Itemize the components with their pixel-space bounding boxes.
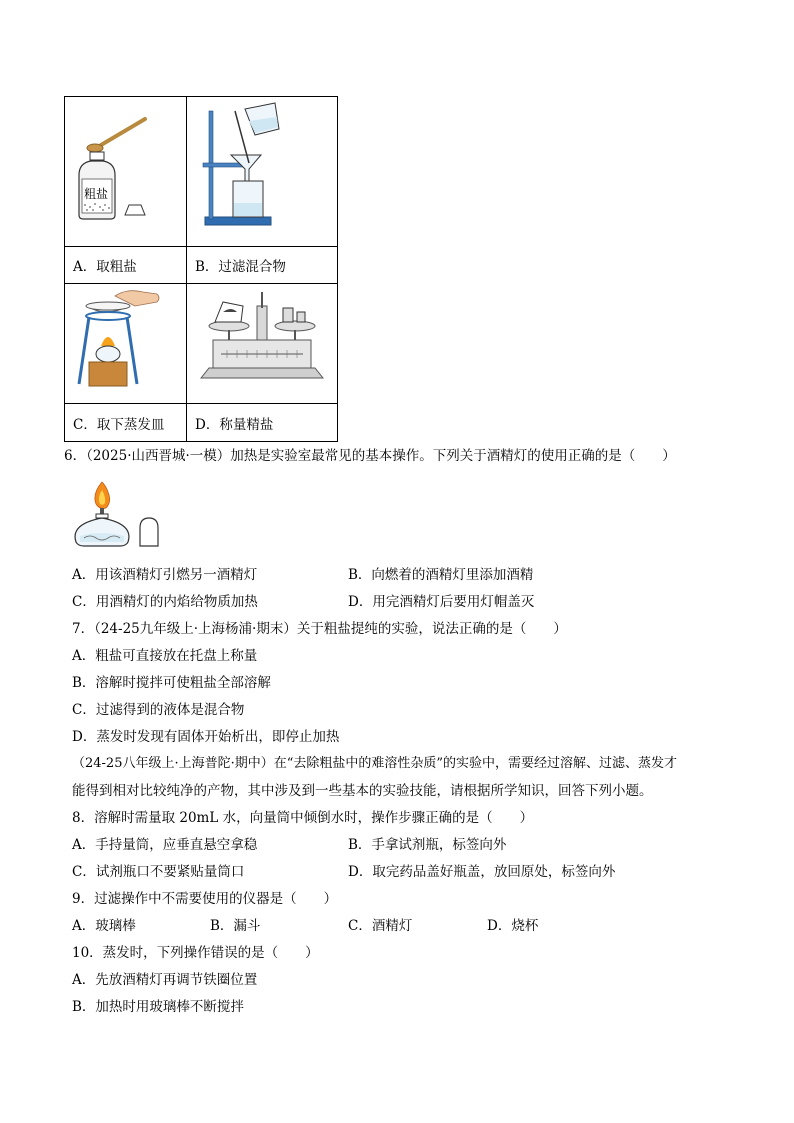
- q6-option-d: D．用完酒精灯后要用灯帽盖灭: [348, 594, 535, 610]
- figure-cell-a: [64, 96, 187, 247]
- q10-option-b: B．加热时用玻璃棒不断搅拌: [72, 999, 244, 1015]
- q8-option-a: A．手持量筒，应垂直悬空拿稳: [72, 837, 258, 853]
- question-9-stem: 9．过滤操作中不需要使用的仪器是（ ）: [72, 891, 338, 907]
- figure-cell-c: [64, 283, 187, 404]
- option-cell-c: [64, 403, 187, 442]
- option-cell-b: [186, 246, 338, 284]
- salt-bottle-spoon-figure: [65, 97, 186, 246]
- q7-option-a: A．粗盐可直接放在托盘上称量: [72, 648, 258, 664]
- q9-option-c: C．酒精灯: [348, 918, 413, 934]
- question-7-stem: 7．（24-25九年级上·上海杨浦·期末）关于粗盐提纯的实验，说法正确的是（ ）: [72, 621, 567, 637]
- q9-option-d: D．烧杯: [487, 918, 539, 934]
- q6-option-b: B．向燃着的酒精灯里添加酒精: [348, 567, 534, 583]
- question-8-stem: 8．溶解时需量取 20mL 水，向量筒中倾倒水时，操作步骤正确的是（ ）: [72, 810, 534, 826]
- option-label-d: D．称量精盐: [195, 416, 274, 433]
- q7-option-d: D．蒸发时发现有固体开始析出，即停止加热: [72, 729, 340, 745]
- q8-option-d: D．取完药品盖好瓶盖，放回原处，标签向外: [348, 864, 616, 880]
- q9-option-b: B．漏斗: [210, 918, 261, 934]
- evaporation-figure: [65, 284, 186, 403]
- q8-option-b: B．手拿试剂瓶，标签向外: [348, 837, 507, 853]
- option-cell-d: [186, 403, 338, 442]
- intro-line-1: （24-25八年级上·上海普陀·期中）在“去除粗盐中的难溶性杂质”的实验中，需要经过溶解、过滤、蒸发才: [72, 756, 678, 771]
- experiment-table: [64, 96, 338, 442]
- q7-option-b: B．溶解时搅拌可使粗盐全部溶解: [72, 675, 271, 691]
- question-10-stem: 10．蒸发时，下列操作错误的是（ ）: [72, 945, 319, 961]
- balance-figure: [187, 284, 337, 403]
- figure-cell-b: [186, 96, 338, 247]
- option-cell-a: [64, 246, 187, 284]
- q6-option-a: A．用该酒精灯引燃另一酒精灯: [72, 567, 258, 583]
- alcohol-lamp-figure: [70, 472, 170, 552]
- q7-option-c: C．过滤得到的液体是混合物: [72, 702, 245, 718]
- filtration-apparatus-figure: [187, 97, 337, 246]
- intro-line-2: 能得到相对比较纯净的产物，其中涉及到一些基本的实验技能，请根据所学知识，回答下列小题。: [72, 783, 653, 799]
- figure-cell-d: [186, 283, 338, 404]
- q8-option-c: C．试剂瓶口不要紧贴量筒口: [72, 864, 245, 880]
- option-label-a: A．取粗盐: [73, 259, 137, 275]
- q9-option-a: A．玻璃棒: [72, 918, 136, 934]
- option-label-b: B．过滤混合物: [195, 259, 286, 275]
- bottle-label-text: 粗盐: [84, 187, 109, 201]
- question-6-stem: 6．（2025·山西晋城·一模）加热是实验室最常见的基本操作。下列关于酒精灯的使用正确的是（ ）: [64, 448, 676, 464]
- option-label-c: C．取下蒸发皿: [73, 416, 165, 433]
- q10-option-a: A．先放酒精灯再调节铁圈位置: [72, 972, 258, 988]
- q6-option-c: C．用酒精灯的内焰给物质加热: [72, 594, 258, 610]
